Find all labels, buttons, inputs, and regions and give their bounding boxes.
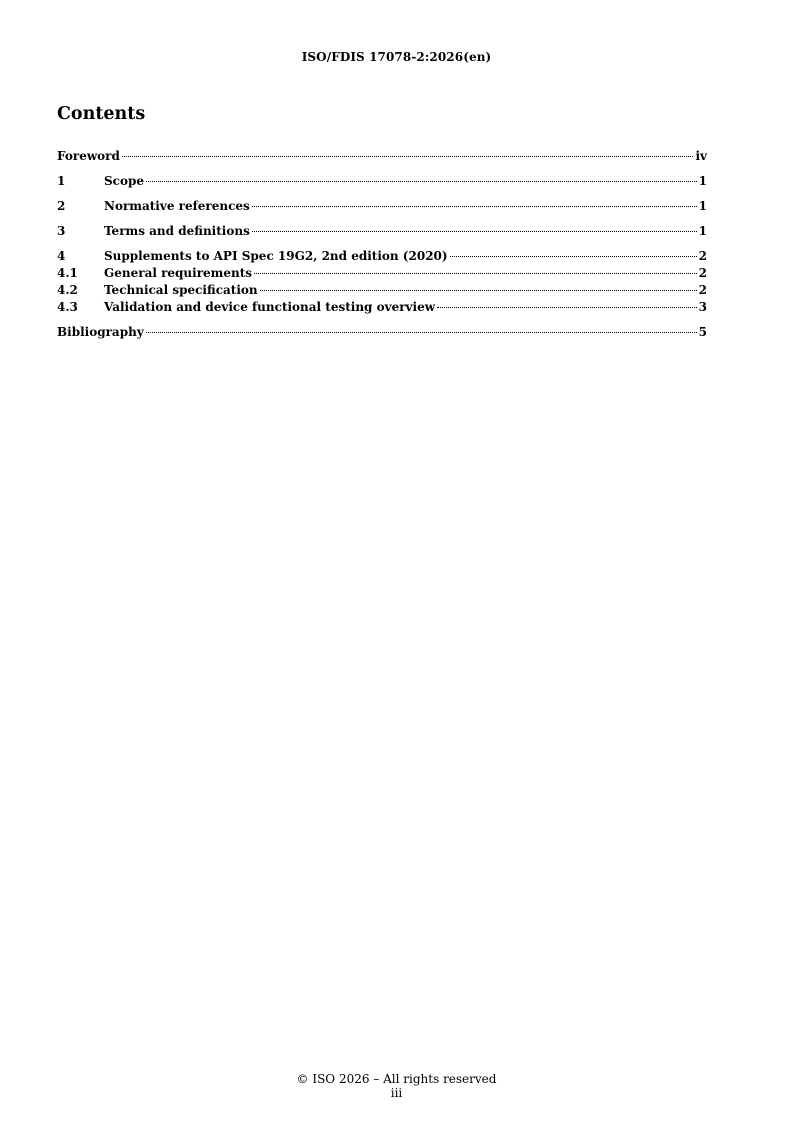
toc-entry-validation-testing[interactable] — [57, 298, 707, 315]
toc-dot-leader — [252, 194, 697, 207]
document-header: ISO/FDIS 17078-2:2026(en) — [301, 50, 492, 64]
page-footer — [0, 1072, 793, 1100]
toc-entry-title: Technical specification — [104, 283, 258, 297]
toc-entry-page: 2 — [698, 283, 707, 297]
toc-entry-title: Bibliography — [57, 325, 144, 339]
toc-entry-page: 2 — [698, 266, 707, 280]
toc-dot-leader — [437, 295, 697, 308]
toc-entry-number: 4 — [57, 249, 66, 263]
copyright-notice: © ISO 2026 – All rights reserved — [296, 1072, 497, 1086]
toc-dot-leader — [146, 320, 697, 333]
toc-dot-leader — [254, 261, 697, 274]
toc-dot-leader — [146, 169, 697, 182]
contents-title: Contents — [57, 104, 146, 124]
toc-entry-title: Validation and device functional testing overview — [104, 300, 436, 314]
toc-dot-leader — [260, 278, 697, 291]
toc-entry-page: 1 — [698, 199, 707, 213]
toc-entry-page: 1 — [698, 224, 707, 238]
page-number: iii — [390, 1086, 403, 1100]
toc-entry-page: 5 — [698, 325, 707, 339]
toc-entry-scope[interactable] — [57, 172, 707, 189]
toc-entry-number: 2 — [57, 199, 66, 213]
toc-entry-title: Normative references — [104, 199, 250, 213]
toc-entry-number: 1 — [57, 174, 66, 188]
toc-entry-title: Scope — [104, 174, 145, 188]
toc-entry-number: 4.2 — [57, 283, 78, 297]
toc-dot-leader — [450, 244, 697, 257]
toc-dot-leader — [252, 219, 697, 232]
table-of-contents — [57, 147, 707, 340]
toc-entry-title: General requirements — [104, 266, 253, 280]
toc-entry-bibliography[interactable] — [57, 323, 707, 340]
toc-entry-number: 4.3 — [57, 300, 78, 314]
toc-entry-foreword[interactable] — [57, 147, 707, 164]
toc-dot-leader — [122, 144, 694, 157]
toc-entry-title: Foreword — [57, 149, 120, 163]
toc-entry-number: 3 — [57, 224, 66, 238]
toc-entry-page: 3 — [698, 300, 707, 314]
toc-entry-terms-and-definitions[interactable] — [57, 222, 707, 239]
toc-entry-page: 2 — [698, 249, 707, 263]
toc-entry-page: 1 — [698, 174, 707, 188]
toc-entry-title: Terms and definitions — [104, 224, 250, 238]
toc-entry-normative-references[interactable] — [57, 197, 707, 214]
toc-entry-page: iv — [695, 149, 707, 163]
toc-entry-number: 4.1 — [57, 266, 78, 280]
toc-entry-title: Supplements to API Spec 19G2, 2nd edition (2020) — [104, 249, 448, 263]
